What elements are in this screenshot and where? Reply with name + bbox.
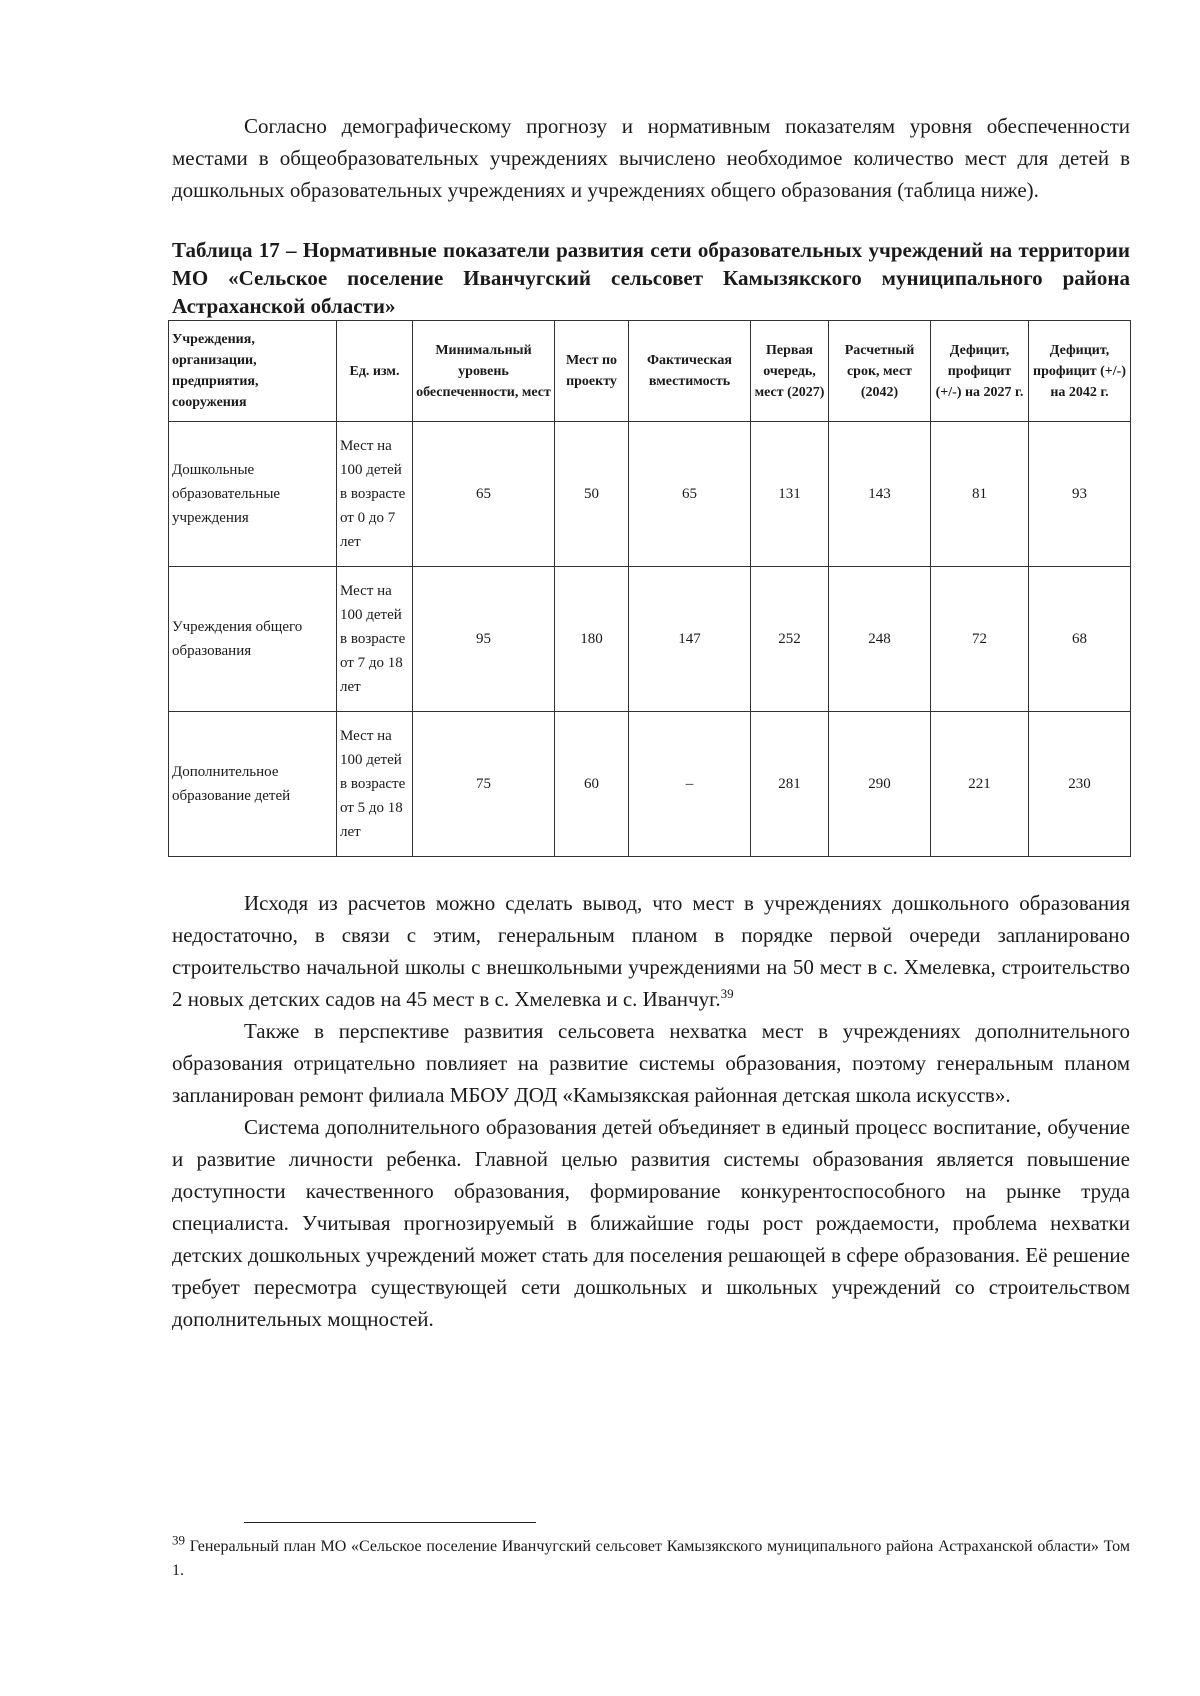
intro-paragraph: Согласно демографическому прогнозу и нормативным показателям уровня обеспеченности местами в общеобразовательных учреждениях вычислено необходимое количество мест для детей в дошкольных образовательных учреждениях и учреждениях общего образования (таблица ниже). [172, 114, 1130, 202]
cell-project-places: 180 [555, 567, 629, 712]
document-page [172, 110, 1130, 1335]
cell-first-stage: 252 [751, 567, 829, 712]
norms-table [168, 320, 1131, 857]
cell-deficit-2027: 72 [931, 567, 1029, 712]
cell-unit: Мест на 100 детей в возрасте от 0 до 7 лет [337, 422, 413, 567]
table-row [169, 712, 1131, 857]
header-unit: Ед. изм. [337, 321, 413, 422]
footnote-text: Генеральный план МО «Сельское поселение Иванчугский сельсовет Камызякского муниципального района Астраханской области» Том 1. [172, 1538, 1130, 1579]
cell-actual-capacity: – [629, 712, 751, 857]
cell-deficit-2042: 68 [1029, 567, 1131, 712]
footnote [172, 1532, 1130, 1583]
header-institutions: Учреждения, организации, предприятия, сооружения [169, 321, 337, 422]
system-paragraph: Система дополнительного образования детей объединяет в единый процесс воспитание, обучение и развитие личности ребенка. Главной целью развития системы образования является повышение доступности качественного образования, формирование конкурентоспособного на рынке труда специалиста. Учитывая прогнозируемый в ближайшие годы рост рождаемости, проблема нехватки детских дошкольных учреждений может стать для поселения решающей в сфере образования. Её решение требует пересмотра существующей сети дошкольных и школьных учреждений со строительством дополнительных мощностей. [172, 1115, 1130, 1331]
cell-first-stage: 281 [751, 712, 829, 857]
cell-deficit-2042: 230 [1029, 712, 1131, 857]
cell-min-level: 65 [413, 422, 555, 567]
footnote-separator [244, 1522, 536, 1523]
cell-estimated-term: 248 [829, 567, 931, 712]
header-estimated-term: Расчетный срок, мест (2042) [829, 321, 931, 422]
header-deficit-2042: Дефицит, профицит (+/-) на 2042 г. [1029, 321, 1131, 422]
cell-institution: Учреждения общего образования [169, 567, 337, 712]
cell-estimated-term: 143 [829, 422, 931, 567]
cell-institution: Дополнительное образование детей [169, 712, 337, 857]
cell-actual-capacity: 65 [629, 422, 751, 567]
cell-deficit-2027: 81 [931, 422, 1029, 567]
cell-institution: Дошкольные образовательные учреждения [169, 422, 337, 567]
footnote-number: 39 [172, 1532, 185, 1548]
cell-min-level: 95 [413, 567, 555, 712]
cell-actual-capacity: 147 [629, 567, 751, 712]
cell-unit: Мест на 100 детей в возрасте от 7 до 18 лет [337, 567, 413, 712]
cell-project-places: 60 [555, 712, 629, 857]
table-row [169, 567, 1131, 712]
header-actual-capacity: Фактическая вместимость [629, 321, 751, 422]
prospects-paragraph: Также в перспективе развития сельсовета нехватка мест в учреждениях дополнительного образования отрицательно повлияет на развитие системы образования, поэтому генеральным планом запланирован ремонт филиала МБОУ ДОД «Камызякская районная детская школа искусств». [172, 1019, 1130, 1107]
cell-deficit-2042: 93 [1029, 422, 1131, 567]
cell-unit: Мест на 100 детей в возрасте от 5 до 18 лет [337, 712, 413, 857]
cell-estimated-term: 290 [829, 712, 931, 857]
cell-project-places: 50 [555, 422, 629, 567]
header-project-places: Мест по проекту [555, 321, 629, 422]
conclusion-paragraph [172, 887, 1130, 1015]
cell-min-level: 75 [413, 712, 555, 857]
table-row [169, 422, 1131, 567]
header-first-stage: Первая очередь, мест (2027) [751, 321, 829, 422]
cell-first-stage: 131 [751, 422, 829, 567]
footnote-reference[interactable]: 39 [720, 986, 734, 1001]
table-header-row [169, 321, 1131, 422]
conclusion-text: Исходя из расчетов можно сделать вывод, что мест в учреждениях дошкольного образования недостаточно, в связи с этим, генеральным планом в порядке первой очереди запланировано строительство начальной школы с внешкольными учреждениями на 50 мест в с. Хмелевка, строительство 2 новых детских садов на 45 мест в с. Хмелевка и с. Иванчуг. [172, 891, 1130, 1011]
header-min-level: Минимальный уровень обеспеченности, мест [413, 321, 555, 422]
cell-deficit-2027: 221 [931, 712, 1029, 857]
table-caption: Таблица 17 – Нормативные показатели развития сети образовательных учреждений на территории МО «Сельское поселение Иванчугский сельсовет Камызякского муниципального района Астраханской области» [172, 238, 1130, 318]
header-deficit-2027: Дефицит, профицит (+/-) на 2027 г. [931, 321, 1029, 422]
